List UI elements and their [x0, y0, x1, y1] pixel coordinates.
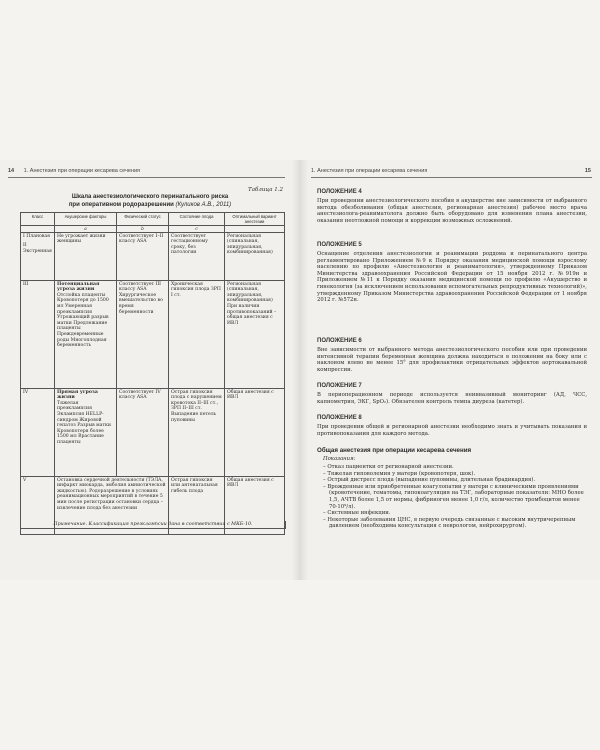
section-title: ПОЛОЖЕНИЕ 6 [317, 338, 362, 344]
row3-b: Соответствует IV классу ASA [117, 388, 169, 476]
table-row [21, 280, 285, 388]
row1-d: Региональная (спинальная, эпидуральная, комбинированная) [225, 232, 285, 280]
row2-c: Хроническая гипоксия плода ЗРП I ст. [169, 280, 225, 388]
row1-class: I Плановая II Экстренная [21, 232, 55, 280]
row1-a: Не угрожает жизни женщины [55, 232, 117, 280]
header-class: Класс [21, 213, 55, 226]
left-running-head-text: 1. Анестезия при операции кесарева сечения [23, 168, 140, 174]
row3-class: IV [21, 388, 55, 476]
row4-d: Общая анестезия с ИВЛ [225, 476, 285, 534]
section-text: Оснащение отделения анестезиологии и реанимации роддома и перинатального центра регламентировано Приложением №9 к Порядку оказания медицинской помощи взрослому населению по профилю «Анестезиология и реаниматология», утвержденному Приказом Министерства здравоохранения Российской Федерации от 15 ноября 2012 г. №919н и Приложением №11 к Порядку оказания медицинской помощи по профилю «Акушерство и гинекология (за исключением использования вспомогательных репродуктивных технологий)», утвержденному Приказом Министерства здравоохранения Российской Федерации от 1 ноября 2012 г. №572н. [317, 251, 587, 304]
list-item: – Врожденные или приобретенные коагулопатии у матери с клиническими проявлениями (кровотечение, гематомы, гипокоагуляция на ТЭГ, лабораторные показатели: МНО более 1,5, АЧТВ более 1,5 от нормы, фибриноген менее 1,0 г/л, количество тромбоцитов менее 70·10⁹/л). [323, 483, 584, 510]
header-obstetric: Акушерские факторы [55, 213, 117, 226]
row3-d: Общая анестезия с ИВЛ [225, 388, 285, 476]
left-header-rule [8, 177, 285, 178]
table-row [21, 388, 285, 476]
right-header-rule [311, 177, 592, 178]
section-title: ПОЛОЖЕНИЕ 4 [317, 189, 362, 195]
table-title-line1: Шкала анестезиологического перинатального риска [71, 194, 229, 200]
section-text: При проведении общей и регионарной анестезии необходимо знать и учитывать показания и противопоказания для каждого метода. [317, 424, 587, 437]
right-running-head [311, 168, 591, 174]
section-title: ПОЛОЖЕНИЕ 7 [317, 383, 362, 389]
row2-d: Региональная (спинальная, эпидуральная, комбинированная) При наличии противопоказаний – общая анестезия с ИВЛ [225, 280, 285, 388]
right-page [305, 160, 600, 580]
row4-class: V [21, 476, 55, 534]
table-title [20, 194, 280, 209]
letter-b: b [117, 226, 169, 233]
right-running-head-text: 1. Анестезия при операции кесарева сечения [311, 168, 428, 174]
indications-list [317, 464, 587, 530]
row3-c: Острая гипоксия плода с нарушением кровотока II–III ст., ЗРП II–III ст. Выпадение петель пуповины [169, 388, 225, 476]
risk-table-wrapper [20, 212, 284, 535]
row1-c: Соответствует гестационному сроку, без патологии [169, 232, 225, 280]
section-text: Вне зависимости от выбранного метода анестезиологического пособия или при проведении интенсивной терапии беременная женщина должна находиться в положении на боку или с наклоном влево не менее 15° для профилактики отрицательных эффектов аортокавальной компрессии. [317, 347, 587, 373]
section-text: При проведении анестезиологического пособия в акушерстве вне зависимости от выбранного метода обезболивания (общая анестезия, регионарная анестезия) рабочее место врача анестезиолога-реаниматолога должно быть оборудовано для изменения плана анестезии, оказания неотложной помощи и коррекции возможных осложнений. [317, 198, 587, 224]
row3-a: Прямая угроза жизни Тяжелая преэклампсия Эклампсия HELLP-синдром Жировой гепатоз Разрыв матки Кровопотеря более 1500 мл Врастание плаценты [55, 388, 117, 476]
book-spread [0, 160, 600, 580]
section-text: В периоперационном периоде используется неинвазивный мониторинг (АД, ЧСС, капнометрия, ЭКГ, SpO₂). Обязателен контроль темпа диуреза (катетер). [317, 392, 587, 405]
list-item: – Острый дистресс плода (выпадение пуповины, длительная брадикардия). [323, 477, 536, 484]
table-note: Примечание. Классификация преэклампсии дана в соответствии с МКБ-10. [20, 521, 286, 529]
risk-table [20, 212, 285, 535]
list-item: – Некоторые заболевания ЦНС, в первую очередь связанные с высоким внутричерепным давлением (необходима консультация с неврологом, нейрохирургом). [323, 516, 576, 530]
left-page-number: 14 [8, 168, 15, 174]
table-title-line2: при оперативном родоразрешении [68, 201, 174, 208]
row4-c: Острая гипоксия или антенатальная гибель плода [169, 476, 225, 534]
list-item: – Системные инфекции. [323, 510, 391, 517]
header-physical: Физический статус [117, 213, 169, 226]
header-fetus: Состояние плода [169, 213, 225, 226]
row2-b: Соответствует III классу ASA Хирургическое вмешательство во время беременности [117, 280, 169, 388]
row2-class: III [21, 280, 55, 388]
indications-label: Показания: [323, 456, 356, 462]
table-letter-row [21, 226, 285, 233]
left-page [0, 160, 295, 580]
row2-a: Потенциальная угроза жизни Отслойка плаценты Кровопотеря до 1500 мл Умеренная преэклампсия Угрожающий разрыв матки Предлежание плаценты Преждевременные роды Многоплодная беременность [55, 280, 117, 388]
right-page-number: 15 [584, 168, 591, 174]
list-item: – Отказ пациентки от регионарной анестезии. [323, 464, 454, 470]
row4-a: Остановка сердечной деятельности (ТЭЛА, инфаркт миокарда, эмболия амниотической жидкостью). Родоразрешение в условиях реанимационных мероприятий в течение 5 мин после регистрации остановки сердца – извлечение плода без анестезии [55, 476, 169, 534]
table-label: Таблица 1.2 [248, 187, 283, 193]
section-title: ПОЛОЖЕНИЕ 5 [317, 242, 362, 248]
section-title: ПОЛОЖЕНИЕ 8 [317, 415, 362, 421]
header-anesthesia: Оптимальный вариант анестезии [225, 213, 285, 226]
table-row [21, 232, 285, 280]
table-header-row [21, 213, 285, 226]
table-author: (Куликов А.В., 2011) [175, 201, 232, 208]
list-item: – Тяжелая гиповолемия у матери (кровопотеря, шок). [323, 470, 476, 477]
row1-b: Соответствует I–II классу ASA [117, 232, 169, 280]
left-running-head [8, 168, 283, 174]
letter-c: c [169, 226, 225, 233]
subsection-title: Общая анестезия при операции кесарева сечения [317, 447, 472, 454]
letter-a: a [55, 226, 117, 233]
